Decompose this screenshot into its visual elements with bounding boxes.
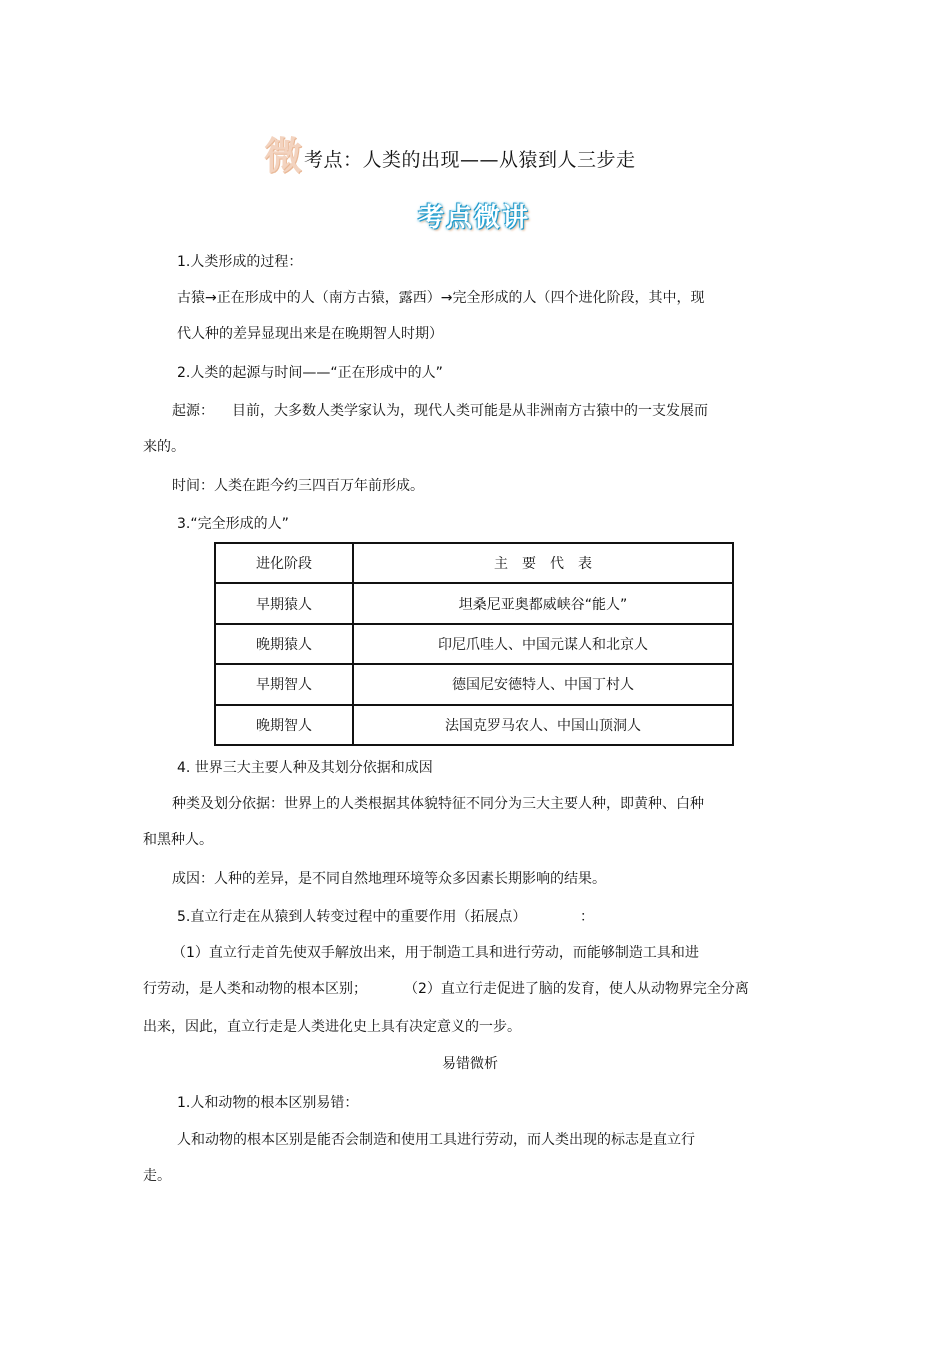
section-5-line-2b: （2）直立行走促进了脑的发育，使人从动物界完全分离 (404, 981, 749, 997)
stage-cell: 晚期猿人 (215, 624, 353, 664)
header-stage: 进化阶段 (215, 543, 353, 583)
cause-line: 成因：人种的差异，是不同自然地理环境等众多因素长期影响的结果。 (172, 871, 606, 887)
table-row (215, 583, 733, 623)
section-1-line-2: 代人种的差异显现出来是在晚期智人时期） (177, 326, 443, 342)
table-row (215, 664, 733, 704)
representative-cell: 坦桑尼亚奥都威峡谷“能人” (353, 583, 733, 623)
origin-line-1: 目前，大多数人类学家认为，现代人类可能是从非洲南方古猿中的一支发展而 (232, 403, 708, 419)
page-title: 考点：人类的出现——从猿到人三步走 (304, 149, 636, 171)
stage-cell: 早期猿人 (215, 583, 353, 623)
origin-line-2: 来的。 (143, 439, 185, 455)
table-row (215, 705, 733, 745)
section-1-line-1: 古猿→正在形成中的人（南方古猿，露西）→完全形成的人（四个进化阶段，其中，现 (177, 290, 705, 306)
evolution-table (214, 542, 734, 746)
errors-heading: 1.人和动物的根本区别易错： (177, 1095, 359, 1111)
section-1-heading: 1.人类形成的过程： (177, 254, 303, 270)
representative-cell: 法国克罗马农人、中国山顶洞人 (353, 705, 733, 745)
errors-line-1: 人和动物的根本区别是能否会制造和使用工具进行劳动，而人类出现的标志是直立行 (177, 1132, 695, 1148)
section-5-line-1: （1）直立行走首先使双手解放出来，用于制造工具和进行劳动，而能够制造工具和进 (172, 945, 699, 961)
errors-line-2: 走。 (143, 1168, 171, 1184)
section-2-heading: 2.人类的起源与时间——“正在形成中的人” (177, 365, 443, 381)
header-representative (353, 543, 733, 583)
section-5-colon: ： (580, 909, 594, 925)
stage-cell: 晚期智人 (215, 705, 353, 745)
kind-line-2: 和黑种人。 (143, 832, 213, 848)
banner-logo-icon: 考点微讲 (417, 203, 530, 233)
representative-cell: 德国尼安德特人、中国丁村人 (353, 664, 733, 704)
table-header-row (215, 543, 733, 583)
time-line: 时间：人类在距今约三四百万年前形成。 (172, 478, 424, 494)
title-block (264, 133, 636, 178)
section-5-heading: 5.直立行走在从猿到人转变过程中的重要作用（拓展点） (177, 909, 527, 925)
table-row (215, 624, 733, 664)
wei-logo-icon: 微 (264, 133, 303, 178)
section-5-line-3: 出来，因此，直立行走是人类进化史上具有决定意义的一步。 (143, 1019, 521, 1035)
representative-cell: 印尼爪哇人、中国元谋人和北京人 (353, 624, 733, 664)
section-3-heading: 3.“完全形成的人” (177, 516, 289, 532)
kind-line-1: 种类及划分依据：世界上的人类根据其体貌特征不同分为三大主要人种，即黄种、白种 (172, 796, 704, 812)
header-representative-label: 主要代表 (494, 556, 606, 573)
errors-title: 易错微析 (442, 1056, 498, 1072)
stage-cell: 早期智人 (215, 664, 353, 704)
section-4-heading: 4. 世界三大主要人种及其划分依据和成因 (177, 760, 433, 776)
origin-label: 起源： (172, 403, 214, 419)
section-5-line-2a: 行劳动，是人类和动物的根本区别； (143, 981, 367, 997)
